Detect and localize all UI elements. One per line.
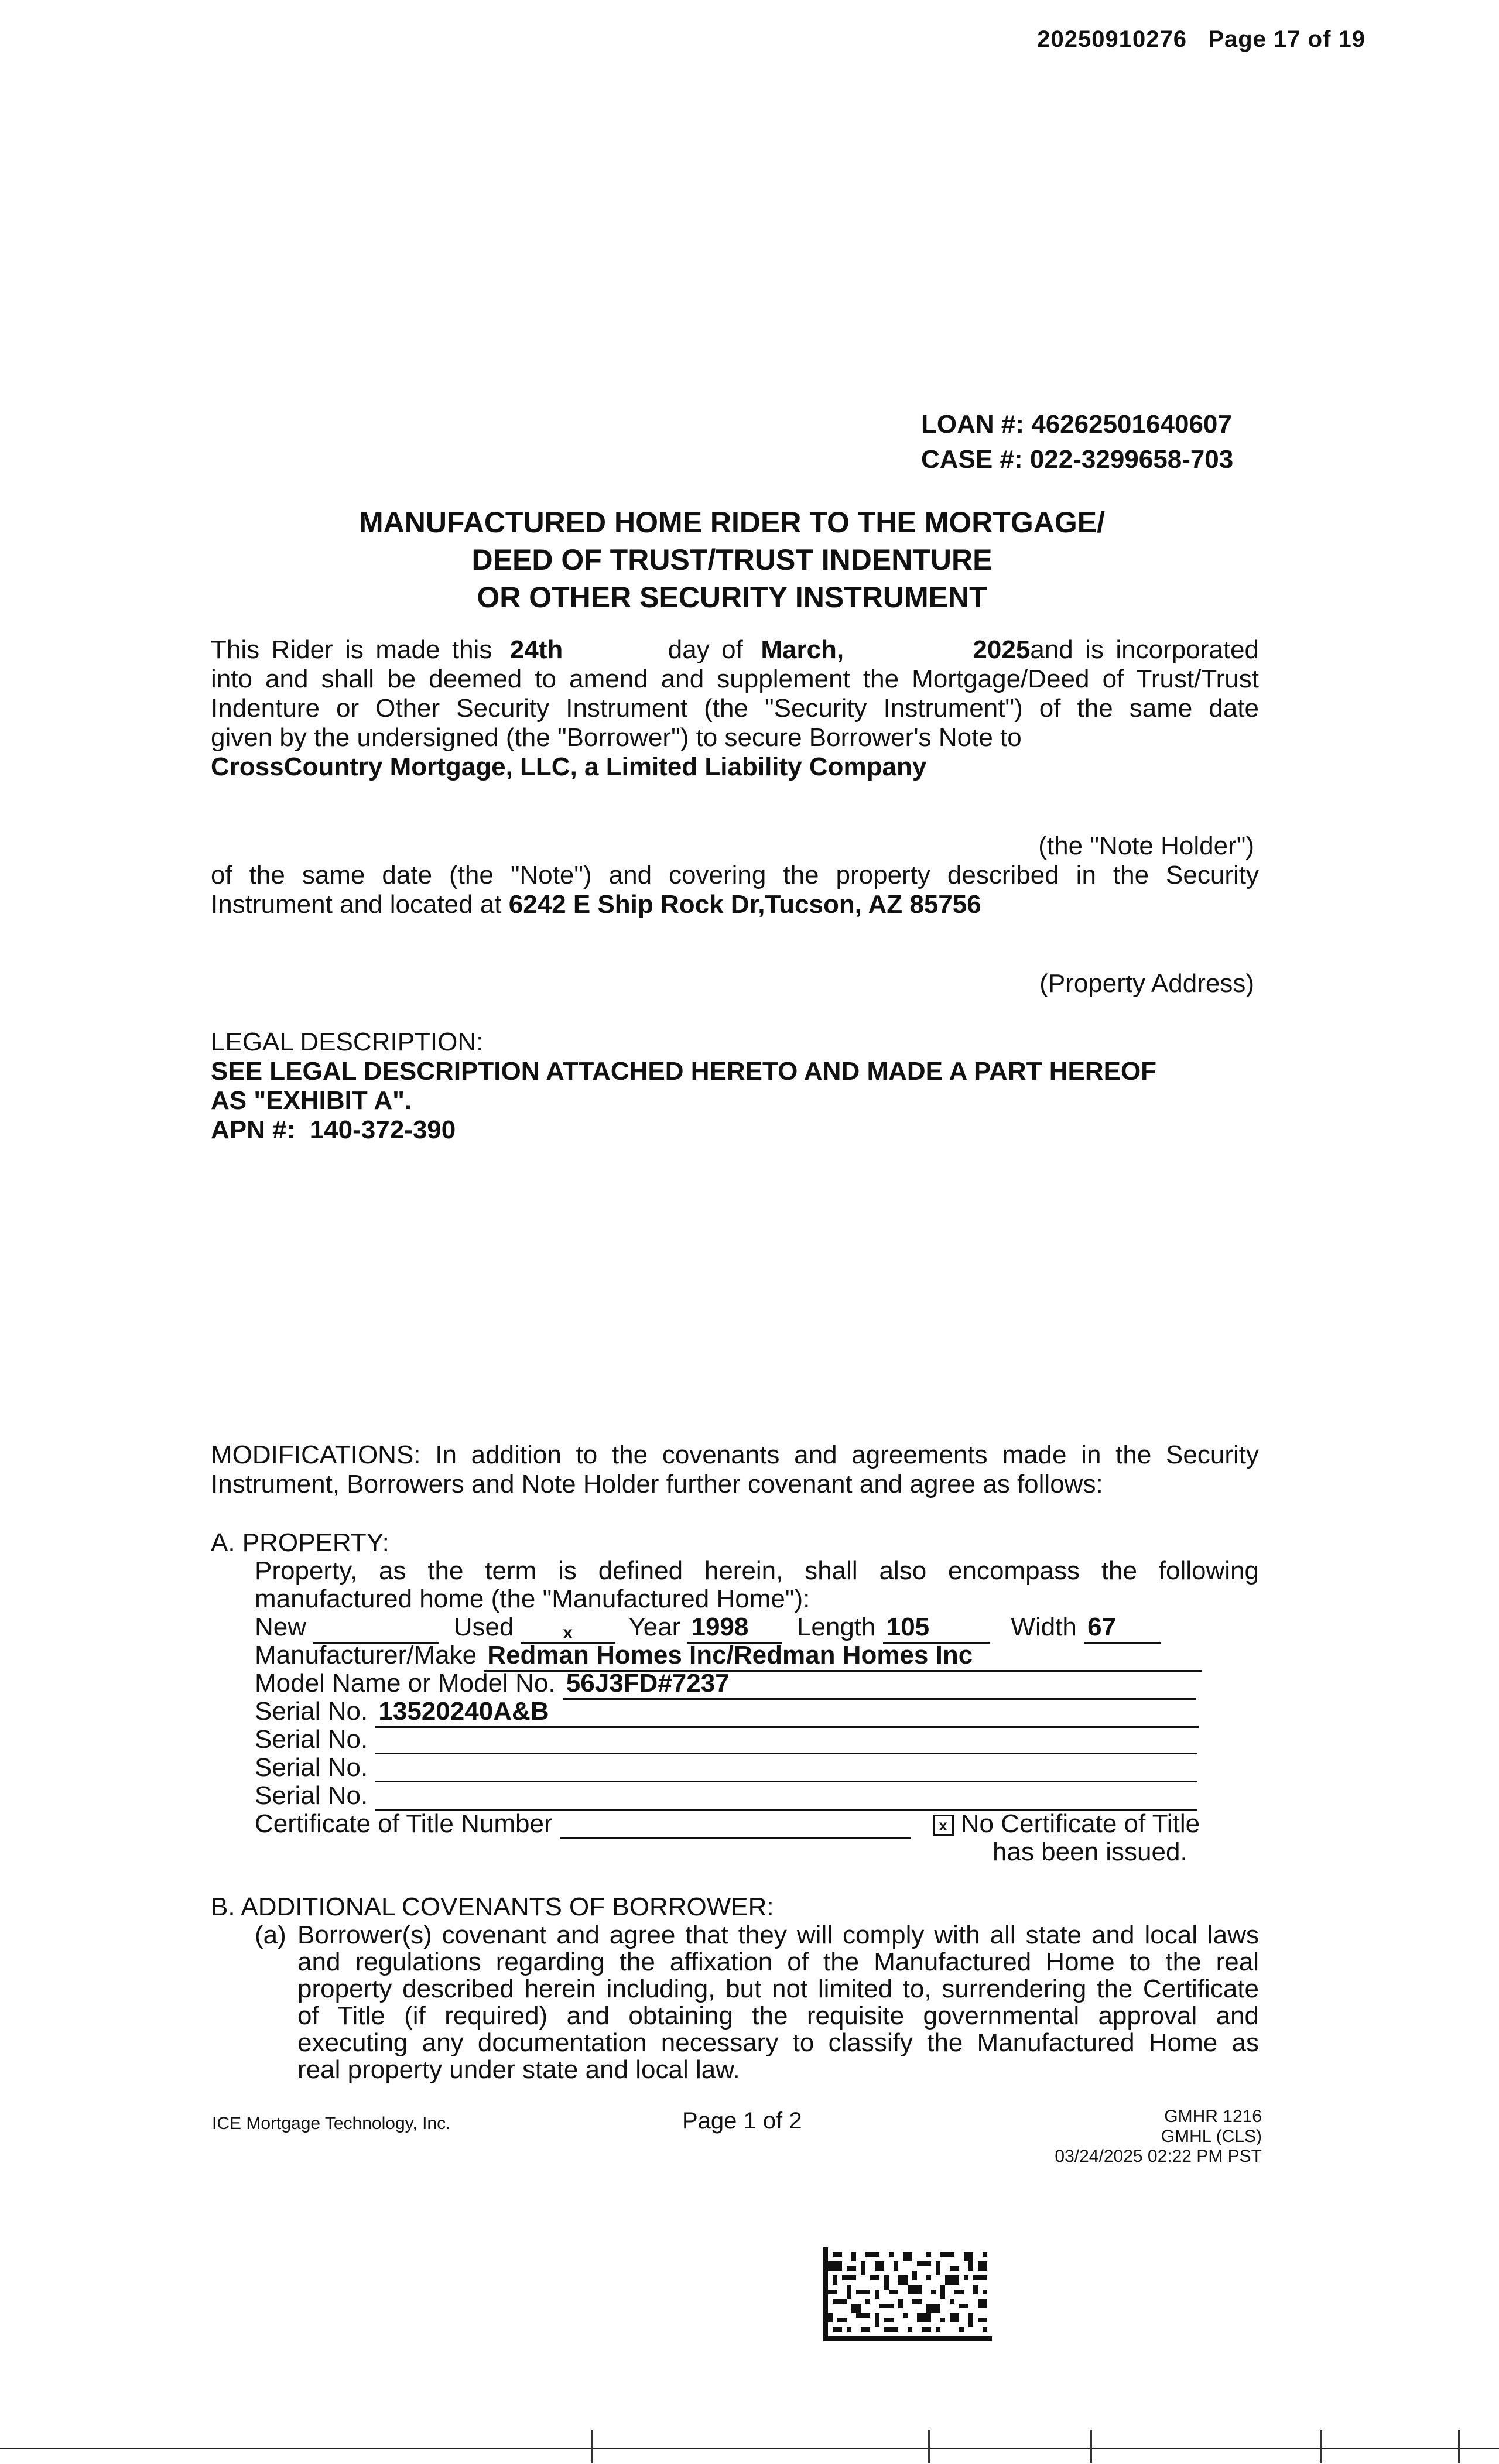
rider-day: 24th	[509, 635, 563, 664]
rider-line-2: into and shall be deemed to amend and supplement the Mortgage/Deed of Trust/Trust	[211, 665, 1259, 693]
covenant-a-line-6: real property under state and local law.	[297, 2055, 740, 2084]
loan-line	[921, 407, 1233, 442]
rider-day-of: day of	[668, 635, 743, 664]
serial-line-2	[255, 1725, 1197, 1754]
rider-month-year: March, 2025	[761, 635, 1031, 664]
length-label: Length	[796, 1613, 876, 1641]
serial-label: Serial No.	[255, 1697, 368, 1726]
serial-line-1	[255, 1697, 1199, 1728]
rider-line-6: of the same date (the "Note") and covering the property described in the Security	[211, 861, 1259, 889]
serial-value-1: 13520240A&B	[375, 1697, 1199, 1728]
case-label: CASE #:	[921, 445, 1023, 474]
rider-line-7	[211, 890, 981, 919]
manufacturer-value: Redman Homes Inc/Redman Homes Inc	[484, 1641, 1202, 1672]
serial-field-4	[375, 1785, 1197, 1811]
case-line	[921, 442, 1233, 477]
page-bottom-rule	[0, 2448, 1499, 2449]
barcode-image	[823, 2247, 992, 2341]
year-label: Year	[628, 1613, 681, 1641]
apn-label: APN #:	[211, 1115, 296, 1144]
form-variant: GMHL (CLS)	[1161, 2127, 1262, 2146]
rider-intro-suffix: and is incorporated	[1030, 635, 1259, 664]
model-line	[255, 1669, 1196, 1700]
scan-tick	[591, 2430, 593, 2463]
property-line-2: manufactured home (the "Manufactured Home"):	[255, 1585, 810, 1613]
print-timestamp: 03/24/2025 02:22 PM PST	[1055, 2147, 1262, 2166]
lender-name: CrossCountry Mortgage, LLC, a Limited Liability Company	[211, 752, 927, 781]
new-field	[313, 1618, 439, 1644]
document-number: 20250910276	[1037, 26, 1187, 52]
new-label: New	[255, 1613, 307, 1641]
width-label: Width	[1011, 1613, 1077, 1641]
legal-description-label: LEGAL DESCRIPTION:	[211, 1028, 484, 1056]
serial-line-4	[255, 1781, 1197, 1811]
title-line-2: DEED OF TRUST/TRUST INDENTURE	[471, 543, 993, 576]
form-code: GMHR 1216	[1164, 2107, 1262, 2126]
covenant-a-line-1: Borrower(s) covenant and agree that they will comply with all state and local laws	[297, 1921, 1259, 1949]
covenant-a-line-5: executing any documentation necessary to classify the Manufactured Home as	[297, 2028, 1259, 2057]
year-value: 1998	[687, 1613, 782, 1644]
serial-field-3	[375, 1757, 1197, 1782]
footer-page-number: Page 1 of 2	[682, 2108, 802, 2134]
model-label: Model Name or Model No.	[255, 1669, 556, 1698]
serial-label: Serial No.	[255, 1753, 368, 1782]
serial-label: Serial No.	[255, 1781, 368, 1810]
certificate-field	[560, 1813, 911, 1839]
title-line-1: MANUFACTURED HOME RIDER TO THE MORTGAGE/	[358, 506, 1106, 539]
scan-tick	[1458, 2430, 1460, 2463]
apn-number: 140-372-390	[309, 1115, 456, 1144]
rider-intro-prefix: This Rider is made this	[211, 635, 492, 664]
home-dimensions-line	[255, 1613, 1161, 1644]
recording-stamp	[1037, 26, 1365, 53]
rider-line-4: given by the undersigned (the "Borrower") to secure Borrower's Note to	[211, 723, 1022, 752]
used-label: Used	[453, 1613, 514, 1641]
rider-intro-line	[211, 635, 1259, 665]
covenant-a-line-4: of Title (if required) and obtaining the requisite governmental approval and	[297, 2001, 1259, 2030]
manufacturer-label: Manufacturer/Make	[255, 1641, 477, 1669]
scan-tick	[1320, 2430, 1322, 2463]
manufacturer-line	[255, 1641, 1202, 1672]
length-value: 105	[883, 1613, 990, 1644]
footer-company: ICE Mortgage Technology, Inc.	[212, 2114, 451, 2133]
modifications-line-1: MODIFICATIONS: In addition to the covenants and agreements made in the Security	[211, 1440, 1259, 1469]
scan-tick	[928, 2430, 930, 2463]
serial-field-2	[375, 1729, 1197, 1754]
certificate-label: Certificate of Title Number	[255, 1809, 553, 1838]
width-value: 67	[1084, 1613, 1161, 1644]
no-certificate-label: No Certificate of Title	[960, 1809, 1200, 1838]
loan-case-block	[921, 407, 1233, 477]
covenants-heading: B. ADDITIONAL COVENANTS OF BORROWER:	[211, 1893, 774, 1921]
modifications-line-2: Instrument, Borrowers and Note Holder further covenant and agree as follows:	[211, 1470, 1103, 1498]
rider-line-3: Indenture or Other Security Instrument (the "Security Instrument") of the same date	[211, 694, 1259, 723]
page-counter: Page 17 of 19	[1208, 26, 1365, 52]
loan-number: 46262501640607	[1031, 410, 1232, 439]
covenant-a-line-3: property described herein including, but not limited to, surrendering the Certificate	[297, 1974, 1259, 2003]
certificate-line	[255, 1809, 1200, 1839]
note-holder-label: (the "Note Holder")	[1038, 831, 1254, 860]
legal-description-line-1: SEE LEGAL DESCRIPTION ATTACHED HERETO AND MADE A PART HEREOF	[211, 1057, 1157, 1086]
property-address-label: (Property Address)	[1039, 969, 1254, 998]
legal-description-line-2: AS "EXHIBIT A".	[211, 1086, 412, 1115]
footer-form-info	[1055, 2107, 1262, 2167]
document-title	[211, 504, 1253, 616]
serial-label: Serial No.	[255, 1725, 368, 1754]
no-certificate-label-2: has been issued.	[993, 1837, 1187, 1866]
property-heading: A. PROPERTY:	[211, 1528, 389, 1557]
covenant-a-line-2: and regulations regarding the affixation of the Manufactured Home to the real	[297, 1948, 1259, 1976]
apn-line	[211, 1115, 456, 1145]
scan-tick	[1090, 2430, 1092, 2463]
used-field: x	[521, 1618, 615, 1644]
covenant-a-marker: (a)	[255, 1921, 286, 1949]
title-line-3: OR OTHER SECURITY INSTRUMENT	[477, 581, 987, 614]
serial-line-3	[255, 1753, 1197, 1782]
located-at-text: Instrument and located at	[211, 890, 502, 919]
no-certificate-checkbox[interactable]: x	[933, 1815, 954, 1836]
loan-label: LOAN #:	[921, 410, 1024, 439]
property-address: 6242 E Ship Rock Dr,Tucson, AZ 85756	[508, 890, 981, 919]
property-line-1: Property, as the term is defined herein, shall also encompass the following	[255, 1556, 1259, 1585]
case-number: 022-3299658-703	[1029, 445, 1234, 474]
model-value: 56J3FD#7237	[563, 1669, 1196, 1700]
